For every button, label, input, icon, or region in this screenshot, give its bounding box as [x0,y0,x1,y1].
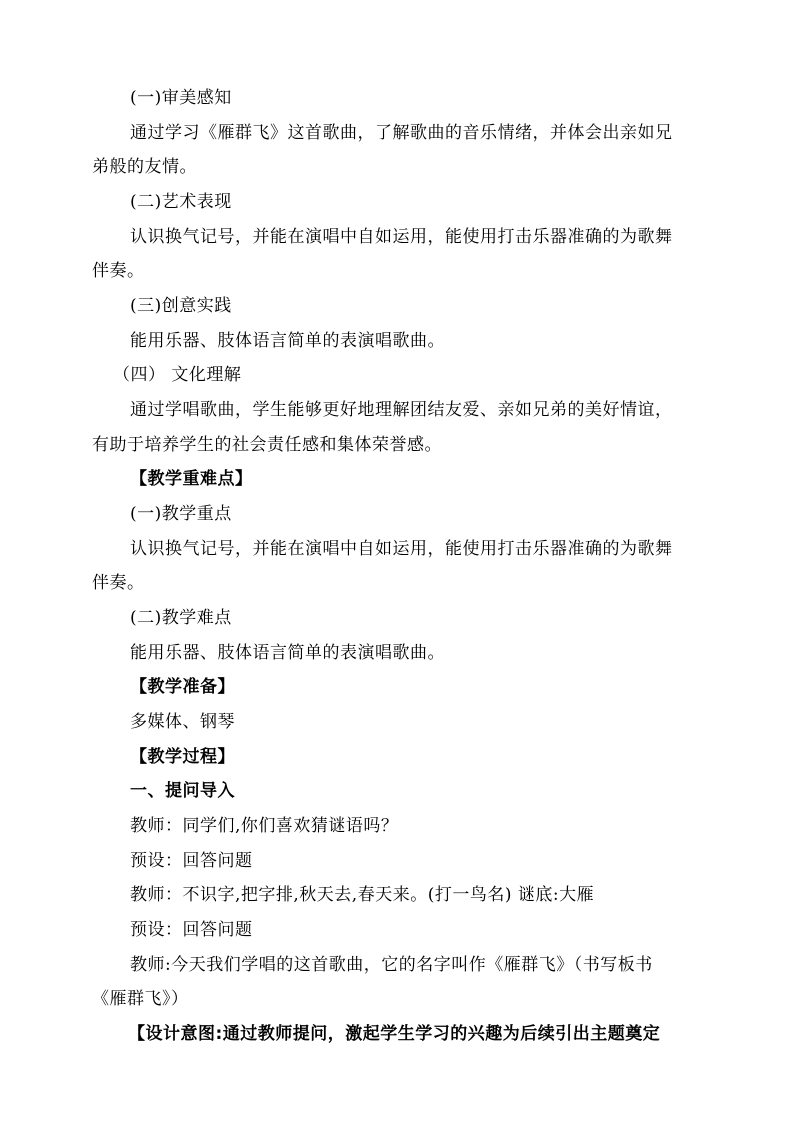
paragraph-line: 教师:今天我们学唱的这首歌曲，它的名字叫作《雁群飞》（书写板书 [130,955,653,975]
heading-question-intro: 一、提问导入 [130,781,235,801]
paragraph-line: 预设：回答问题 [130,920,253,940]
section-heading-creative: (三)创意实践 [130,296,232,316]
paragraph-line: 认识换气记号，并能在演唱中自如运用，能使用打击乐器准确的为歌舞 [130,539,673,559]
paragraph-line: 有助于培养学生的社会责任感和集体荣誉感。 [92,435,442,455]
paragraph-line: 《雁群飞》） [92,989,189,1009]
paragraph-line: 认识换气记号，并能在演唱中自如运用，能使用打击乐器准确的为歌舞 [130,227,673,247]
paragraph-line: 伴奏。 [92,573,145,593]
heading-key-points: 【教学重难点】 [130,469,253,489]
section-heading-difficult: (二)教学难点 [130,608,232,628]
section-heading-art: (二)艺术表现 [130,192,232,212]
section-heading-culture: （四） 文化理解 [113,365,242,385]
paragraph-line: 能用乐器、肢体语言简单的表演唱歌曲。 [130,331,445,351]
paragraph-line: 通过学唱歌曲，学生能够更好地理解团结友爱、亲如兄弟的美好情谊， [130,400,673,420]
paragraph-line: 教师：不识字,把字排,秋天去,春天来。(打一鸟名) 谜底:大雁 [130,885,595,905]
paragraph-line: 预设：回答问题 [130,851,253,871]
heading-preparation: 【教学准备】 [130,677,235,697]
paragraph-line: 弟般的友情。 [92,157,197,177]
design-intent: 【设计意图:通过教师提问，激起学生学习的兴趣为后续引出主题奠定 [128,1024,661,1044]
paragraph-line: 伴奏。 [92,261,145,281]
paragraph-line: 教师：同学们,你们喜欢猜谜语吗？ [130,816,399,836]
paragraph-line: 通过学习《雁群飞》这首歌曲，了解歌曲的音乐情绪，并体会出亲如兄 [130,123,673,143]
paragraph-line: 多媒体、钢琴 [130,712,235,732]
heading-process: 【教学过程】 [130,747,235,767]
section-heading-key: (一)教学重点 [130,504,232,524]
section-heading-aesthetic: (一)审美感知 [130,88,232,108]
paragraph-line: 能用乐器、肢体语言简单的表演唱歌曲。 [130,643,445,663]
